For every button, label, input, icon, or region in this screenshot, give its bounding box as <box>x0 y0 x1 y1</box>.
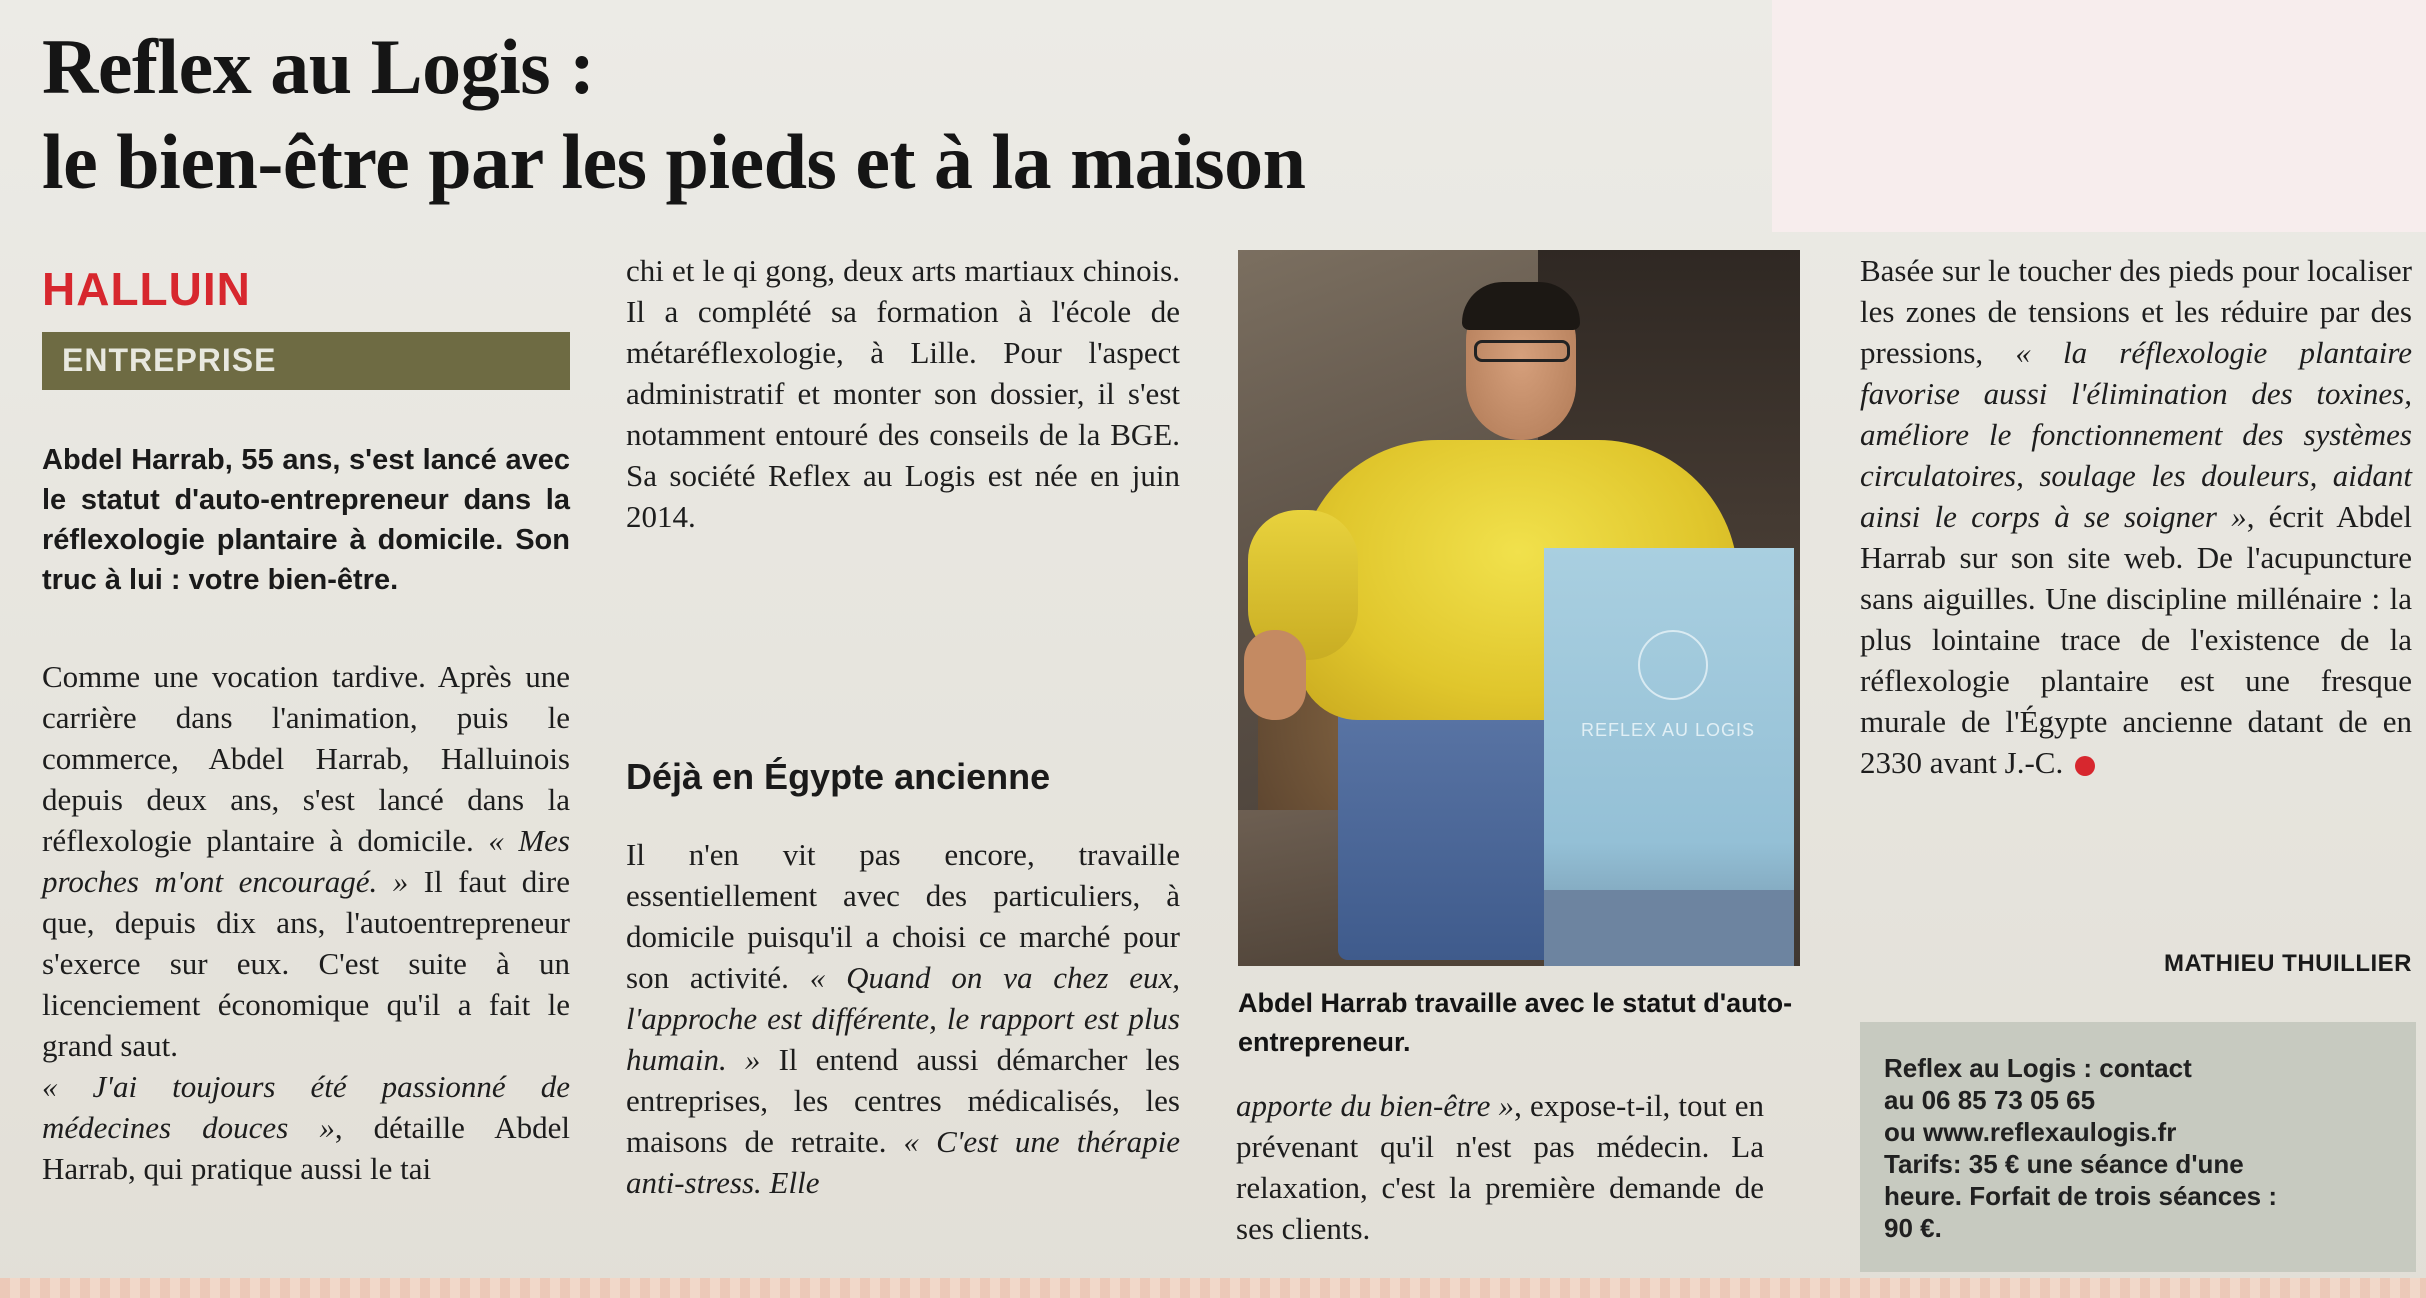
col1-text-a: Comme une vocation tardive. Après une carrière dans l'animation, puis le commerce, Abdel Harrab, Halluinois depuis deux ans, s'est lancé dans la réflexologie plantaire à domicile. <box>42 659 570 858</box>
rubric-banner <box>42 332 570 390</box>
col1-text-b: Il faut dire que, depuis dix ans, l'autoentrepreneur s'exerce sur eux. C'est suite à un licenciement économique qu'il a fait le grand saut. <box>42 864 571 1063</box>
photo-person-hair <box>1462 282 1580 330</box>
col1-text-c: , détaille Abdel Harrab, qui pratique aussi le tai <box>42 1110 570 1186</box>
author-byline: MATHIEU THUILLIER <box>2163 950 2412 977</box>
column-2-bottom <box>626 834 1180 1203</box>
article-photo <box>1238 250 1800 966</box>
photo-sign-logo <box>1638 630 1708 700</box>
photo-person-hand <box>1244 630 1306 720</box>
col4-text-a: Basée sur le toucher des pieds pour localiser les zones de tensions et les réduire par des pressions, <box>1860 253 2412 370</box>
col3-text: , expose-t-il, tout en prévenant qu'il n'est pas médecin. La relaxation, c'est la première demande de ses clients. <box>1236 1088 1764 1246</box>
section-subhead: Déjà en Égypte ancienne <box>626 756 1051 797</box>
info-line-2: au 06 85 73 05 65 <box>1884 1085 2096 1115</box>
end-mark-dot <box>2075 756 2095 776</box>
rubric-label: ENTREPRISE <box>62 342 277 378</box>
col1-quote-2: « J'ai toujours été passionné de médecines douces » <box>42 1069 570 1145</box>
info-line-4: Tarifs: 35 € une séance d'une <box>1884 1149 2244 1179</box>
column-4-body <box>1860 250 2412 783</box>
headline-line-1: Reflex au Logis : <box>42 23 595 110</box>
column-3-body <box>1236 1085 1764 1249</box>
col2-quote-2: « C'est une thérapie anti-stress. Elle <box>626 1124 1181 1200</box>
article-lead: Abdel Harrab, 55 ans, s'est lancé avec le statut d'auto-entrepreneur dans la réflexologie plantaire à domicile. Son truc à lui : votre bien-être. <box>42 444 570 596</box>
info-line-5: heure. Forfait de trois séances : <box>1884 1181 2278 1211</box>
column-1-body <box>42 656 570 1189</box>
info-line-3: ou www.reflexaulogis.fr <box>1884 1117 2177 1147</box>
col3-quote: apporte du bien-être » <box>1236 1088 1515 1123</box>
page-bottom-edge <box>0 1278 2426 1298</box>
info-line-6: 90 €. <box>1884 1213 1942 1243</box>
headline-line-2: le bien-être par les pieds et à la maison <box>42 118 1306 205</box>
photo-person-glasses <box>1474 340 1570 362</box>
city-label: HALLUIN <box>42 263 251 315</box>
page-corner-tint <box>1772 0 2426 232</box>
col4-text-b: , écrit Abdel Harrab sur son site web. De l'acupuncture sans aiguilles. Une discipline millénaire : la plus lointaine trace de l'existence de la réflexologie plantaire est une fresque murale de l'Égypte ancienne datant de en 2330 avant J.-C. <box>1860 499 2412 780</box>
contact-info-text <box>1884 1052 2404 1244</box>
contact-info-box <box>1860 1022 2416 1272</box>
col2-text-a: Il n'en vit pas encore, travaille essentiellement avec des particuliers, à domicile puisqu'il a choisi ce marché pour son activité. <box>626 837 1180 995</box>
photo-sign-base <box>1544 890 1794 966</box>
photo-sign-text: REFLEX AU LOGIS <box>1580 720 1756 740</box>
col1-quote-1: « Mes proches m'ont encouragé. » <box>42 823 570 899</box>
photo-caption: Abdel Harrab travaille avec le statut d'auto-entrepreneur. <box>1238 988 1793 1057</box>
col4-quote: « la réflexologie plantaire favorise aussi l'élimination des toxines, améliore le fonctionnement des systèmes circulatoires, soulage les douleurs, aidant ainsi le corps à se soigner » <box>1860 335 2412 534</box>
col2-quote-1: « Quand on va chez eux, l'approche est différente, le rapport est plus humain. » <box>626 960 1180 1077</box>
column-2-top: chi et le qi gong, deux arts martiaux chinois. Il a complété sa formation à l'école de métaréflexologie, à Lille. Pour l'aspect administratif et monter son dossier, il s'est notamment entouré des conseils de la BGE. Sa société Reflex au Logis est née en juin 2014. <box>626 253 1180 534</box>
col2-text-b: Il entend aussi démarcher les entreprises, les centres médicalisés, les maisons de retraite. <box>626 1042 1180 1159</box>
info-line-1: Reflex au Logis : contact <box>1884 1053 2192 1083</box>
